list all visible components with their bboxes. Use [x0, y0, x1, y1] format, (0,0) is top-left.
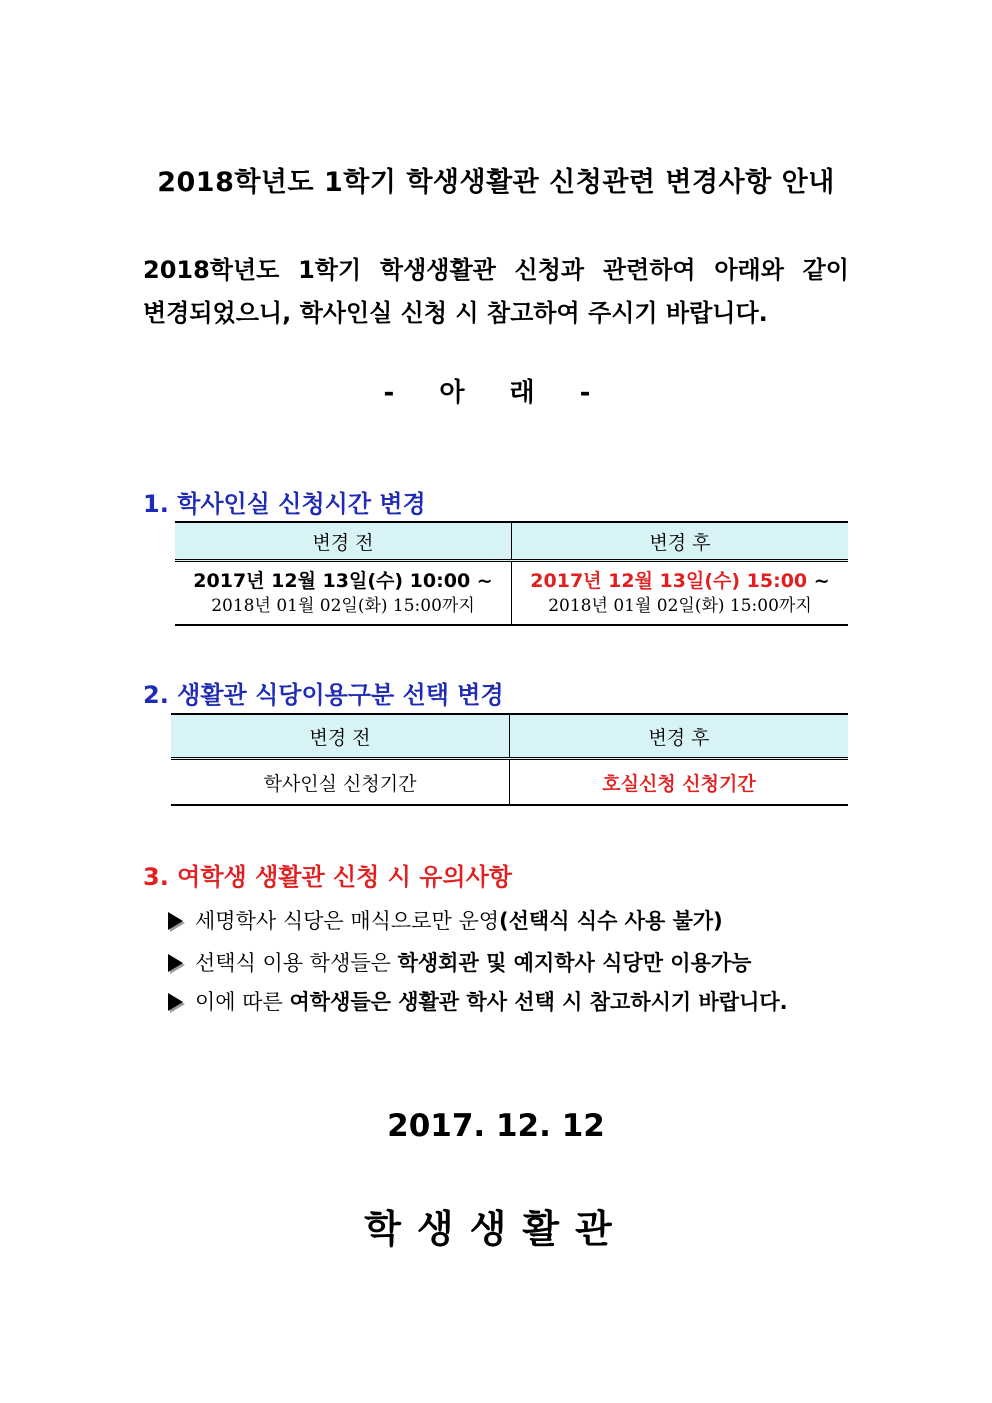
document-title: 2018학년도 1학기 학생생활관 신청관련 변경사항 안내: [157, 167, 835, 198]
section1-after-tilde: ~: [807, 570, 830, 592]
section1-before-line2: 2018년 01월 02일(화) 15:00까지: [211, 596, 475, 616]
section3-title: 3. 여학생 생활관 신청 시 유의사항: [143, 863, 512, 891]
issuing-organization: 학생생활관: [364, 1207, 628, 1251]
section2-header-before: 변경 전: [171, 714, 510, 759]
section3-bullet-1: [168, 905, 723, 935]
triangle-bullet-icon: [168, 993, 183, 1011]
bullet2-bold-text: 학생회관 및 예지학사 식당만 이용가능: [397, 951, 752, 975]
section1-after-line1: 2017년 12월 13일(수) 15:00: [530, 570, 808, 592]
bullet3-bold-text: 여학생들은 생활관 학사 선택 시 참고하시기 바랍니다.: [289, 990, 788, 1014]
section1-table: [175, 521, 848, 626]
section2-title: 2. 생활관 식당이용구분 선택 변경: [143, 681, 504, 709]
section3-bullet-2: [168, 947, 751, 977]
triangle-bullet-icon: [168, 912, 183, 930]
section1-after-line2: 2018년 01월 02일(화) 15:00까지: [548, 596, 812, 616]
section2-cell-after: 호실신청 신청기간: [510, 759, 849, 806]
bullet1-bold-text: (선택식 식수 사용 불가): [499, 909, 723, 933]
section2-table: [171, 713, 848, 806]
notice-heading: - 아 래 -: [383, 378, 609, 408]
intro-line-2: 변경되었으니, 학사인실 신청 시 참고하여 주시기 바랍니다.: [143, 299, 768, 327]
section3-bullet-3: [168, 986, 788, 1016]
triangle-bullet-icon: [168, 954, 183, 972]
bullet2-normal-text: 선택식 이용 학생들은: [195, 951, 398, 975]
bullet1-normal-text: 세명학사 식당은 매식으로만 운영: [195, 909, 500, 933]
section2-header-after: 변경 후: [510, 714, 849, 759]
bullet3-normal-text: 이에 따른: [195, 990, 290, 1014]
section1-header-before: 변경 전: [175, 522, 512, 561]
section1-header-after: 변경 후: [512, 522, 849, 561]
intro-line-1: 2018학년도 1학기 학생생활관 신청과 관련하여 아래와 같이: [143, 256, 849, 284]
section1-cell-before: [175, 561, 512, 626]
section1-cell-after: [512, 561, 849, 626]
section1-title: 1. 학사인실 신청시간 변경: [143, 490, 426, 518]
section2-cell-before: 학사인실 신청기간: [171, 759, 510, 806]
section1-before-line1: 2017년 12월 13일(수) 10:00 ~: [193, 570, 493, 592]
document-date: 2017. 12. 12: [387, 1108, 605, 1144]
